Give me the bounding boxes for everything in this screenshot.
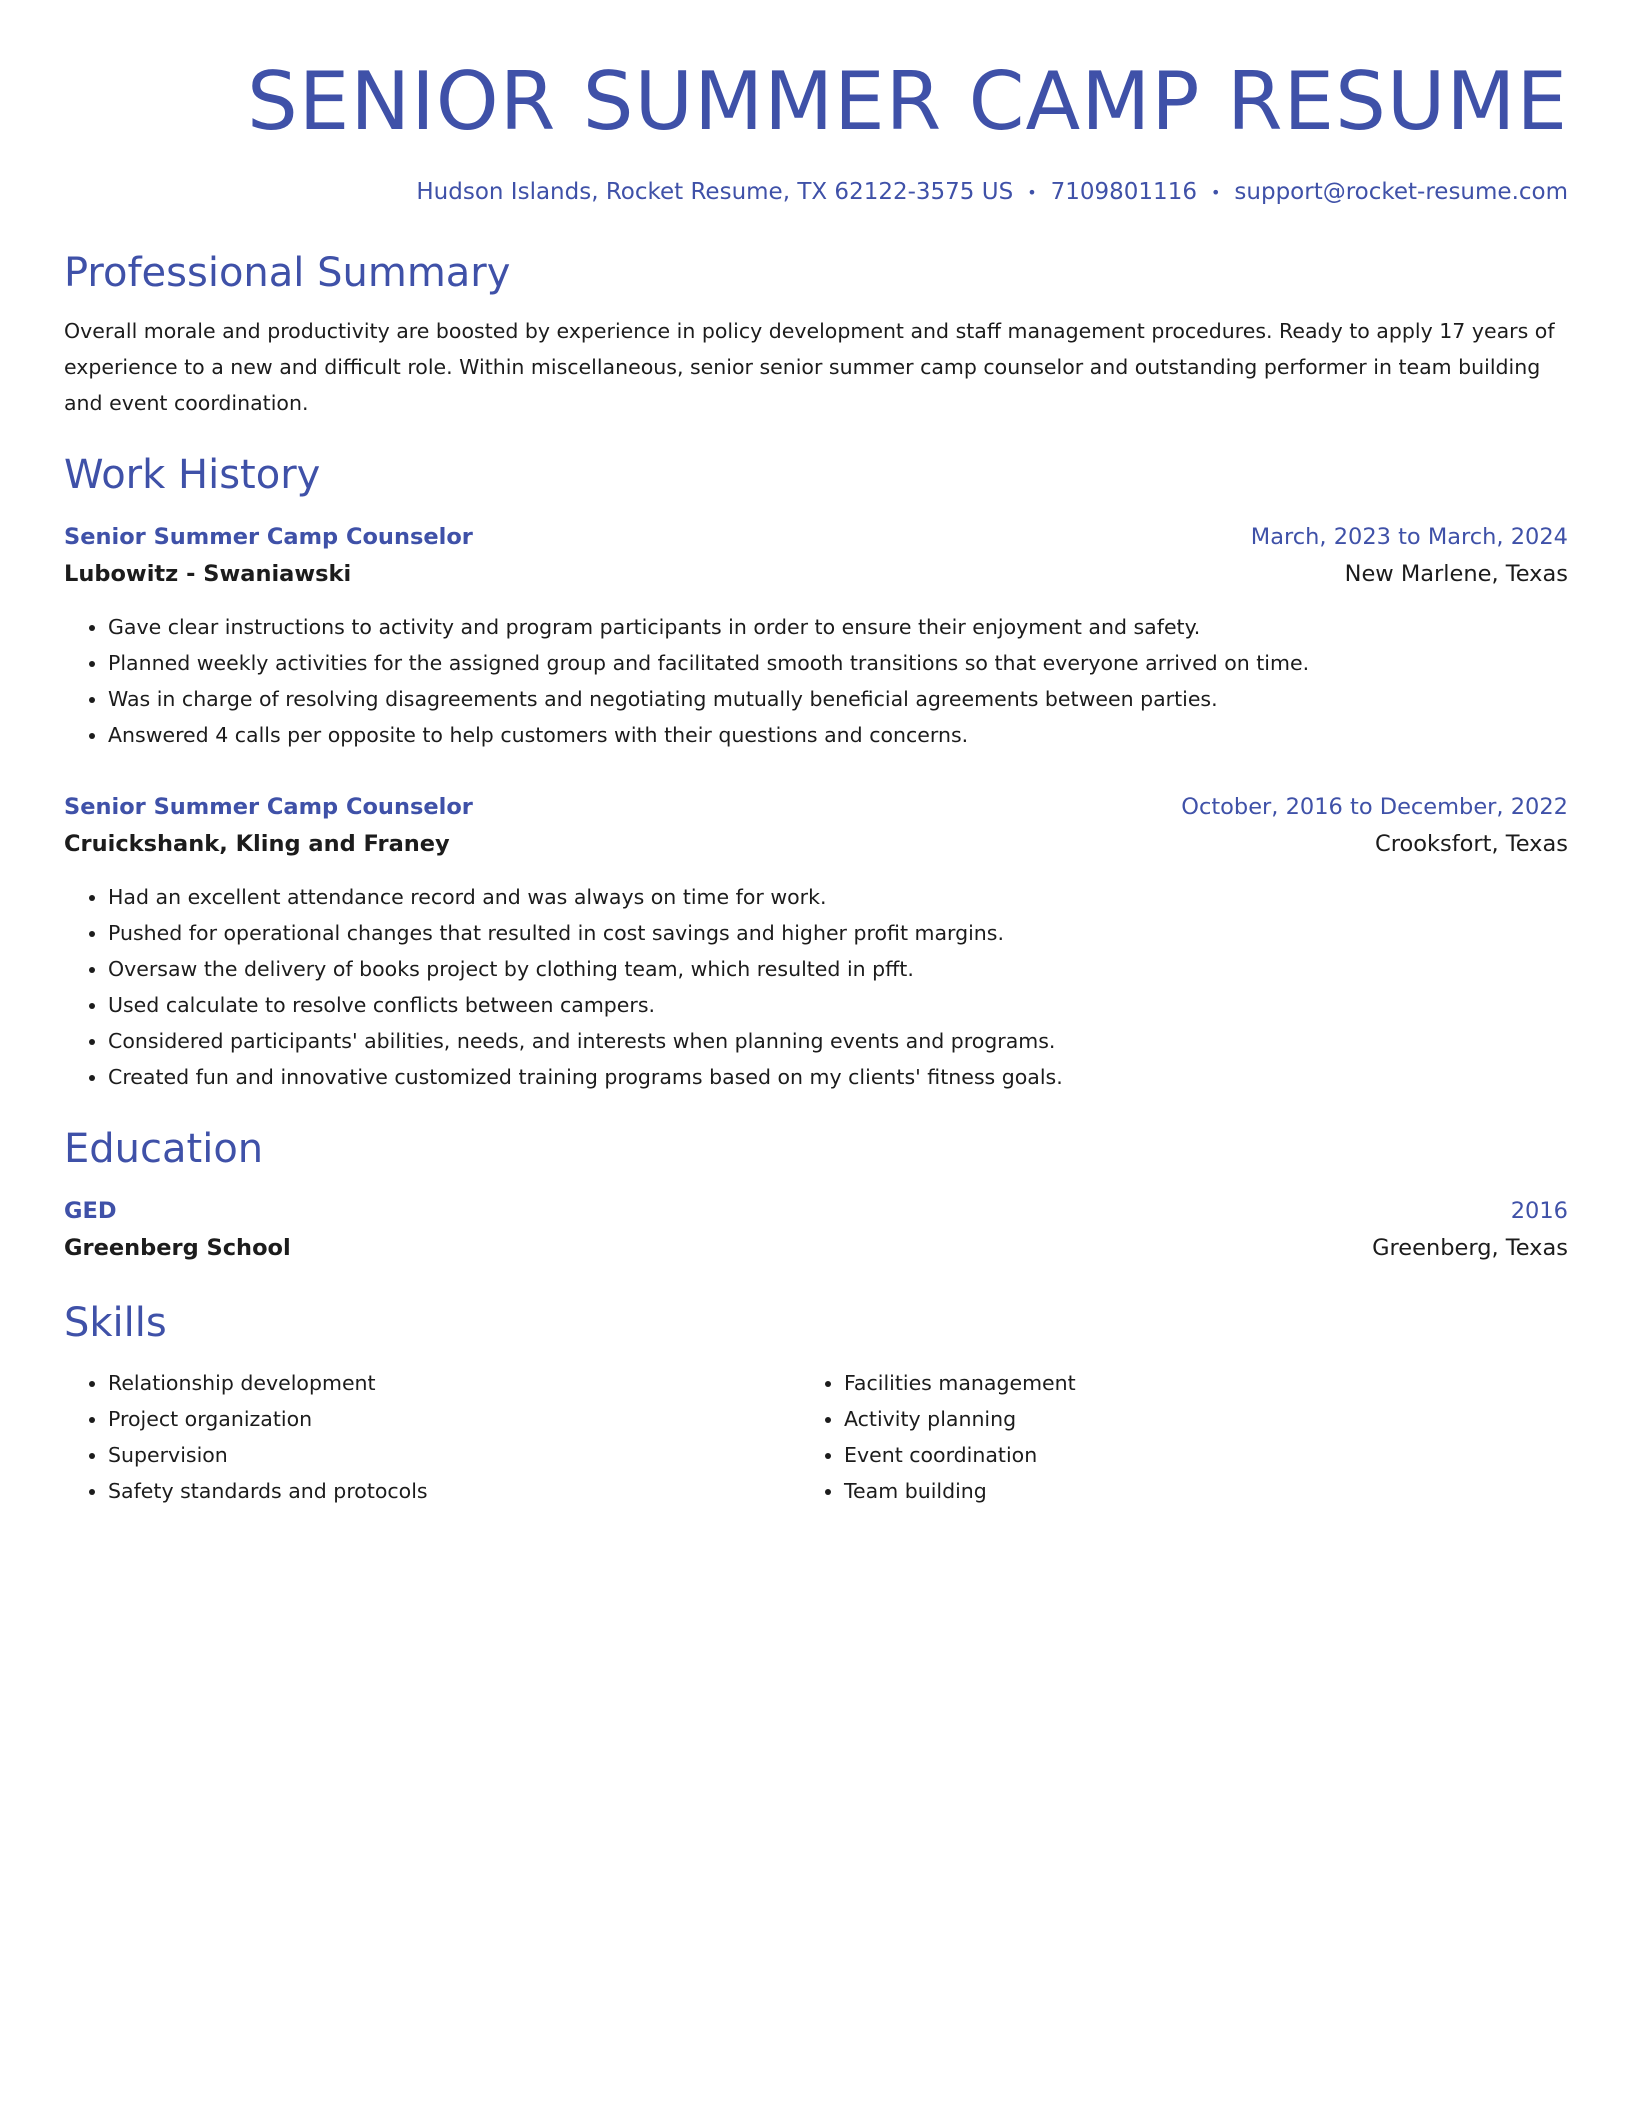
education-degree-row xyxy=(64,1193,1568,1229)
job-entry xyxy=(64,519,1568,753)
job-duty: • Answered 4 calls per opposite to help customers with their questions and concerns. xyxy=(108,717,1568,753)
education-school-row xyxy=(64,1229,1568,1267)
job-location: New Marlene, Texas xyxy=(1344,560,1568,587)
contact-separator: • xyxy=(1027,182,1037,202)
skill-item: • Safety standards and protocols xyxy=(108,1473,800,1509)
contact-phone: 7109801116 xyxy=(1050,179,1197,205)
job-location: Crooksfort, Texas xyxy=(1374,830,1568,857)
job-duties-list xyxy=(64,879,1568,1095)
contact-email: support@rocket-resume.com xyxy=(1234,179,1568,205)
job-duty: • Was in charge of resolving disagreements and negotiating mutually beneficial agreements between parties. xyxy=(108,681,1568,717)
skill-item: • Relationship development xyxy=(108,1365,800,1401)
skills-grid xyxy=(64,1365,1568,1509)
job-duty: • Planned weekly activities for the assigned group and facilitated smooth transitions so that everyone arrived on time. xyxy=(108,645,1568,681)
summary-text: Overall morale and productivity are boosted by experience in policy development and staff management procedures. Ready to apply 17 years of experience to a new and difficult role. Within miscellaneous, senior senior summer camp counselor and outstanding performer in team building and event coordination. xyxy=(64,318,1555,415)
job-duty: • Considered participants' abilities, needs, and interests when planning events and programs. xyxy=(108,1023,1568,1059)
skill-item: • Event coordination xyxy=(844,1437,1536,1473)
job-duty: • Gave clear instructions to activity and program participants in order to ensure their enjoyment and safety. xyxy=(108,609,1568,645)
work-history-heading: Work History xyxy=(64,451,321,498)
skill-item: • Facilities management xyxy=(844,1365,1536,1401)
education-year: 2016 xyxy=(1510,1197,1568,1224)
job-entry xyxy=(64,789,1568,1095)
skills-heading: Skills xyxy=(64,1299,167,1346)
job-duties-list xyxy=(64,609,1568,753)
job-dates: October, 2016 to December, 2022 xyxy=(1181,793,1568,820)
resume-title: SENIOR SUMMER CAMP RESUME xyxy=(246,55,1568,148)
job-duty: • Created fun and innovative customized training programs based on my clients' fitness goals. xyxy=(108,1059,1568,1095)
job-company: Cruickshank, Kling and Franey xyxy=(64,830,450,857)
skill-item: • Activity planning xyxy=(844,1401,1536,1437)
skills-list-right xyxy=(800,1365,1536,1509)
job-company: Lubowitz - Swaniawski xyxy=(64,560,352,587)
summary-heading: Professional Summary xyxy=(64,249,511,296)
education-heading: Education xyxy=(64,1125,264,1172)
job-title-row xyxy=(64,519,1568,555)
skills-list-left xyxy=(64,1365,800,1509)
job-title: Senior Summer Camp Counselor xyxy=(64,523,473,550)
skill-item: • Supervision xyxy=(108,1437,800,1473)
education-location: Greenberg, Texas xyxy=(1372,1234,1568,1261)
skill-item: • Team building xyxy=(844,1473,1536,1509)
job-company-row xyxy=(64,555,1568,593)
contact-separator: • xyxy=(1210,182,1221,202)
job-dates: March, 2023 to March, 2024 xyxy=(1250,523,1568,550)
contact-address: Hudson Islands, Rocket Resume, TX 62122-3575 US xyxy=(416,179,1014,205)
job-duty: • Had an excellent attendance record and was always on time for work. xyxy=(108,879,1568,915)
job-duty: • Oversaw the delivery of books project by clothing team, which resulted in pfft. xyxy=(108,951,1568,987)
education-entry xyxy=(64,1193,1568,1267)
education-degree: GED xyxy=(64,1197,117,1224)
job-title: Senior Summer Camp Counselor xyxy=(64,793,473,820)
skill-item: • Project organization xyxy=(108,1401,800,1437)
resume-header xyxy=(64,52,1568,209)
job-title-row xyxy=(64,789,1568,825)
job-duty: • Used calculate to resolve conflicts between campers. xyxy=(108,987,1568,1023)
education-school: Greenberg School xyxy=(64,1234,291,1261)
contact-line xyxy=(64,176,1568,209)
job-duty: • Pushed for operational changes that resulted in cost savings and higher profit margins. xyxy=(108,915,1568,951)
job-company-row xyxy=(64,825,1568,863)
